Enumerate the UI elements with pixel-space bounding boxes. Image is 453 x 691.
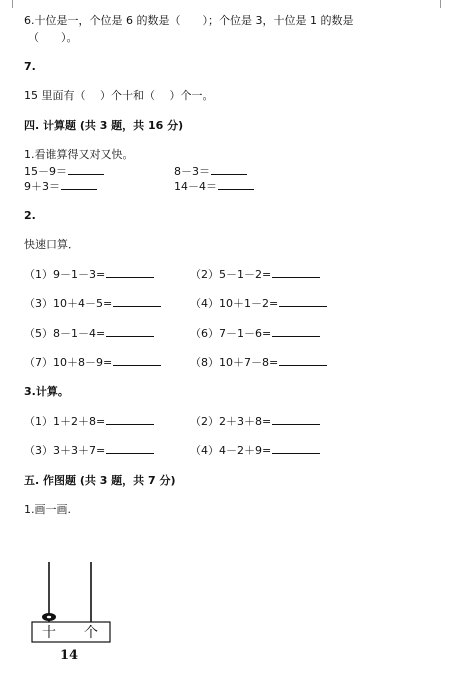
question-5-1-heading: 1.画一画. (24, 503, 71, 516)
expression: （5）8－1－4= (24, 327, 106, 340)
expression: （4）10＋1－2= (190, 297, 279, 310)
abacus-number: 14 (59, 648, 79, 663)
abacus-figure[interactable] (30, 560, 114, 668)
expression: （8）10＋7－8= (190, 356, 279, 369)
question-4-1-heading: 1.看谁算得又对又快。 (24, 148, 134, 161)
calc-item (190, 297, 327, 310)
calc-item (24, 415, 154, 428)
answer-blank[interactable] (106, 327, 154, 337)
calc-item (24, 327, 154, 340)
section-4-title: 四. 计算题 (共 3 题，共 16 分) (24, 119, 184, 132)
answer-blank[interactable] (68, 165, 104, 175)
expression: （4）4－2＋9= (190, 444, 272, 457)
answer-blank[interactable] (272, 415, 320, 425)
answer-blank[interactable] (272, 327, 320, 337)
answer-blank[interactable] (61, 180, 97, 190)
oral-calc-item (24, 165, 104, 178)
question-6-line-1: 6.十位是一，个位是 6 的数是（ ）；个位是 3，十位是 1 的数是 (24, 14, 354, 27)
answer-blank[interactable] (106, 268, 154, 278)
expression: 8－3＝ (174, 165, 210, 178)
expression: （3）10＋4－5= (24, 297, 113, 310)
answer-blank[interactable] (113, 356, 161, 366)
answer-blank[interactable] (211, 165, 247, 175)
question-4-2-heading: 快速口算． (24, 238, 79, 251)
question-7-text: 15 里面有（ ）个十和（ ）个一。 (24, 89, 214, 102)
abacus-label-tens: 十 (42, 625, 56, 641)
calc-item (190, 444, 320, 457)
expression: （3）3＋3＋7= (24, 444, 106, 457)
answer-blank[interactable] (218, 180, 254, 190)
expression: （6）7－1－6= (190, 327, 272, 340)
section-5-title: 五. 作图题 (共 3 题，共 7 分) (24, 474, 176, 487)
answer-blank[interactable] (113, 297, 161, 307)
answer-blank[interactable] (272, 268, 320, 278)
calc-item (24, 297, 161, 310)
calc-item (190, 268, 320, 281)
answer-blank[interactable] (272, 444, 320, 454)
expression: （2）2＋3＋8= (190, 415, 272, 428)
oral-calc-item (24, 180, 97, 193)
answer-blank[interactable] (106, 444, 154, 454)
expression: （2）5－1－2= (190, 268, 272, 281)
answer-blank[interactable] (106, 415, 154, 425)
question-7-number: 7. (24, 60, 36, 73)
calc-item (24, 268, 154, 281)
question-4-2-number: 2. (24, 209, 36, 222)
page-corner-mark-left (12, 0, 13, 8)
oral-calc-item (174, 165, 247, 178)
expression: （1）9－1－3= (24, 268, 106, 281)
expression: 9＋3＝ (24, 180, 60, 193)
page-corner-mark-right (440, 0, 441, 8)
answer-blank[interactable] (279, 297, 327, 307)
abacus-label-ones: 个 (84, 625, 98, 641)
expression: （7）10＋8－9= (24, 356, 113, 369)
calc-item (24, 444, 154, 457)
question-6-line-2: （ ）。 (28, 31, 78, 44)
oral-calc-item (174, 180, 254, 193)
calc-item (190, 327, 320, 340)
expression: 15－9＝ (24, 165, 67, 178)
abacus-bead-highlight (47, 616, 51, 619)
answer-blank[interactable] (279, 356, 327, 366)
question-4-3-heading: 3.计算。 (24, 385, 69, 398)
expression: 14－4＝ (174, 180, 217, 193)
calc-item (190, 356, 327, 369)
calc-item (24, 356, 161, 369)
expression: （1）1＋2＋8= (24, 415, 106, 428)
calc-item (190, 415, 320, 428)
